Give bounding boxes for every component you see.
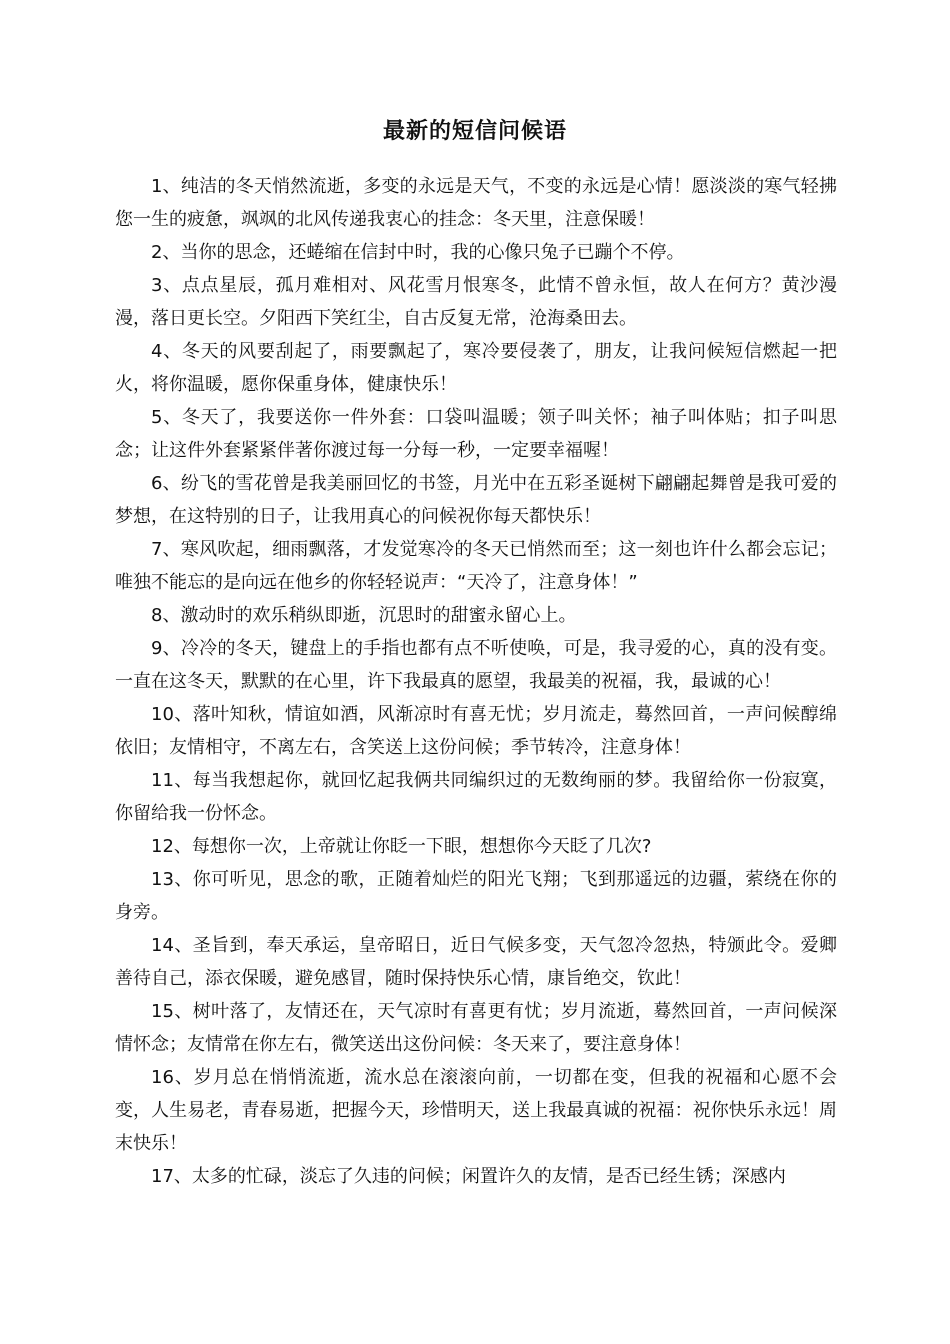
- document-body: [115, 170, 837, 1193]
- paragraph-17: 17、太多的忙碌，淡忘了久违的问候；闲置许久的友情，是否已经生锈；深感内: [151, 1166, 786, 1187]
- paragraph-11: 11、每当我想起你，就回忆起我俩共同编织过的无数绚丽的梦。我留给你一份寂寞，你留给我一份怀念。: [115, 770, 837, 824]
- paragraph-15: 15、树叶落了，友情还在，天气凉时有喜更有忧；岁月流逝，蓦然回首，一声问候深情怀念；友情常在你左右，微笑送出这份问候：冬天来了，要注意身体！: [115, 1001, 837, 1055]
- document-title: 最新的短信问候语: [382, 119, 567, 144]
- paragraph-1: 1、纯洁的冬天悄然流逝，多变的永远是天气，不变的永远是心情！愿淡淡的寒气轻拂您一生的疲惫，飒飒的北风传递我衷心的挂念：冬天里，注意保暖！: [115, 176, 837, 230]
- paragraph-8: 8、激动时的欢乐稍纵即逝，沉思时的甜蜜永留心上。: [151, 605, 577, 626]
- paragraph-13: 13、你可听见，思念的歌，正随着灿烂的阳光飞翔；飞到那遥远的边疆，萦绕在你的身旁。: [115, 869, 837, 923]
- paragraph-10: 10、落叶知秋，情谊如酒，风渐凉时有喜无忧；岁月流走，蓦然回首，一声问候醇绵依旧；友情相守，不离左右，含笑送上这份问候；季节转冷，注意身体！: [115, 704, 837, 758]
- paragraph-2: 2、当你的思念，还蜷缩在信封中时，我的心像只兔子已蹦个不停。: [151, 242, 685, 263]
- paragraph-3: 3、点点星辰，孤月难相对、风花雪月恨寒冬，此情不曾永恒，故人在何方？黄沙漫漫，落日更长空。夕阳西下笑红尘，自古反复无常，沧海桑田去。: [115, 275, 837, 329]
- paragraph-16: 16、岁月总在悄悄流逝，流水总在滚滚向前，一切都在变，但我的祝福和心愿不会变，人生易老，青春易逝，把握今天，珍惜明天，送上我最真诚的祝福：祝你快乐永远！周末快乐！: [115, 1067, 837, 1154]
- paragraph-4: 4、冬天的风要刮起了，雨要飘起了，寒冷要侵袭了，朋友，让我问候短信燃起一把火，将你温暖，愿你保重身体，健康快乐！: [115, 341, 837, 395]
- paragraph-12: 12、每想你一次，上帝就让你眨一下眼，想想你今天眨了几次?: [151, 836, 652, 857]
- paragraph-6: 6、纷飞的雪花曾是我美丽回忆的书签，月光中在五彩圣诞树下翩翩起舞曾是我可爱的梦想，在这特别的日子，让我用真心的问候祝你每天都快乐！: [115, 473, 837, 527]
- paragraph-7: 7、寒风吹起，细雨飘落，才发觉寒冷的冬天已悄然而至；这一刻也许什么都会忘记；唯独不能忘的是向远在他乡的你轻轻说声：“天冷了，注意身体！”: [115, 539, 837, 593]
- paragraph-9: 9、冷冷的冬天，键盘上的手指也都有点不听使唤，可是，我寻爱的心，真的没有变。一直在这冬天，默默的在心里，许下我最真的愿望，我最美的祝福，我，最诚的心！: [115, 638, 837, 692]
- paragraph-5: 5、冬天了，我要送你一件外套：口袋叫温暖；领子叫关怀；袖子叫体贴；扣子叫思念；让这件外套紧紧伴著你渡过每一分每一秒，一定要幸福喔！: [115, 407, 837, 461]
- paragraph-14: 14、圣旨到，奉天承运，皇帝昭日，近日气候多变，天气忽冷忽热，特颁此令。爱卿善待自己，添衣保暖，避免感冒，随时保持快乐心情，康旨绝交，钦此！: [115, 935, 837, 989]
